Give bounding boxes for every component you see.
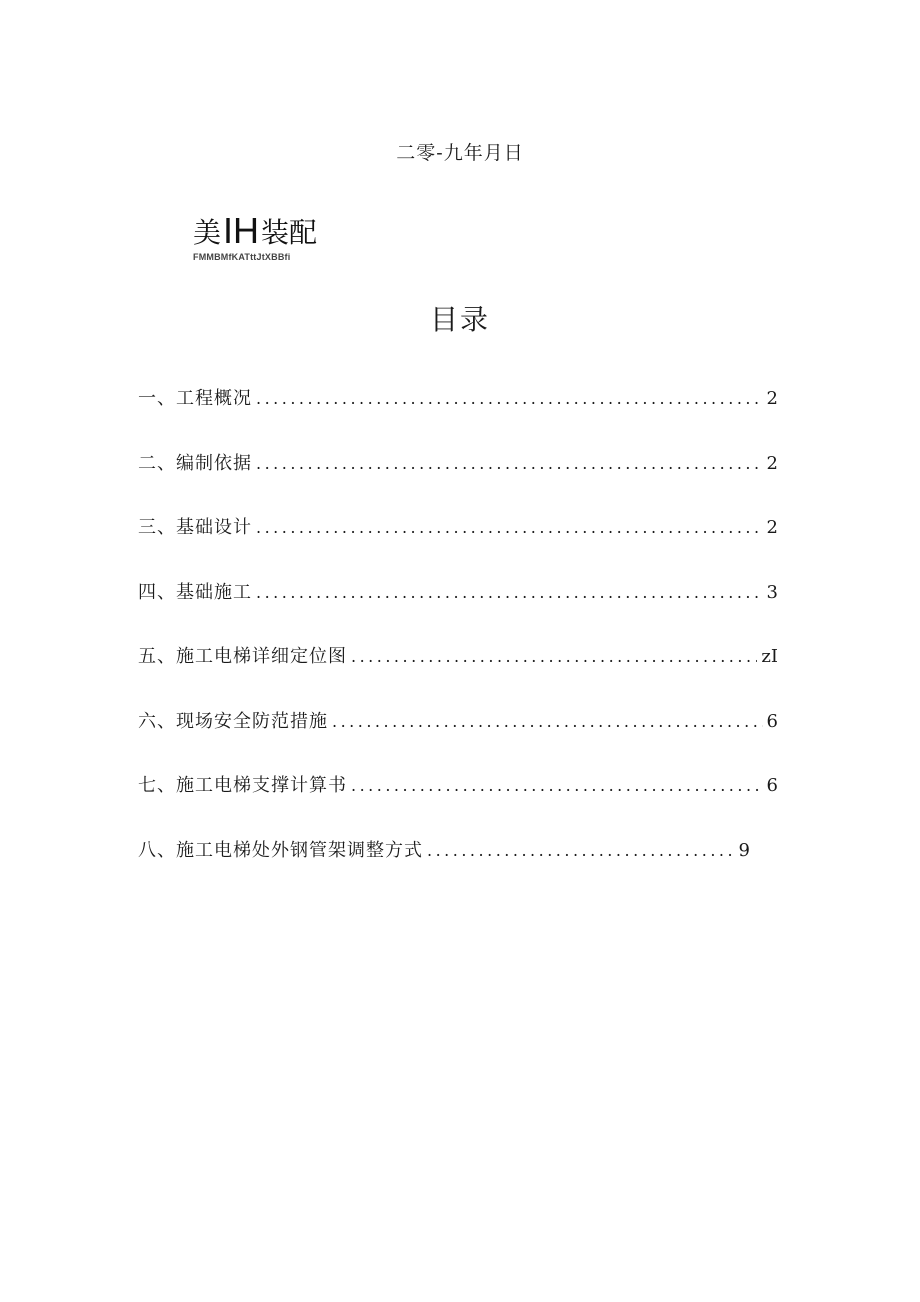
logo-text-left: 美: [193, 216, 222, 249]
logo-text-right: 装配: [261, 216, 318, 249]
company-logo: [193, 212, 433, 262]
toc-item-label: 二、编制依据: [138, 452, 252, 474]
toc-item-page: 2: [766, 517, 778, 538]
toc-item-page: 9: [738, 839, 750, 861]
toc-item[interactable]: [138, 449, 778, 514]
toc-leader-dots: [351, 647, 757, 666]
toc-item-page: 3: [766, 581, 778, 603]
toc-leader-dots: [332, 712, 763, 731]
toc-item-page: 6: [766, 775, 778, 796]
toc-leader-dots: [256, 518, 763, 537]
toc-item-label: 七、施工电梯支撑计算书: [138, 775, 347, 796]
table-of-contents: [138, 384, 778, 900]
toc-leader-dots: [256, 389, 763, 408]
toc-item-page: zI: [761, 646, 778, 667]
toc-leader-dots: [256, 583, 763, 602]
toc-item-page: 2: [766, 388, 778, 409]
toc-item-label: 六、现场安全防范措施: [138, 710, 328, 732]
toc-item-label: 四、基础施工: [138, 581, 252, 603]
toc-leader-dots: [427, 841, 735, 860]
toc-item-label: 三、基础设计: [138, 517, 252, 538]
toc-item-page: 6: [766, 710, 778, 732]
toc-item[interactable]: [138, 771, 778, 836]
toc-item[interactable]: [138, 642, 778, 707]
toc-item-label: 八、施工电梯处外钢管架调整方式: [138, 839, 423, 861]
document-date: 二零-九年月日: [396, 142, 524, 164]
toc-title: 目录: [429, 303, 490, 336]
toc-item[interactable]: [138, 836, 750, 901]
logo-subtitle: FMMBMfKATttJtXBBfi: [193, 252, 291, 262]
logo-wordmark: [193, 212, 433, 252]
toc-item-page: 2: [766, 452, 778, 474]
toc-leader-dots: [351, 776, 763, 795]
toc-item[interactable]: [138, 384, 778, 449]
toc-item[interactable]: [138, 578, 778, 643]
toc-leader-dots: [256, 454, 763, 473]
toc-item[interactable]: [138, 707, 778, 772]
logo-text-middle: IH: [223, 210, 260, 251]
toc-item[interactable]: [138, 513, 778, 578]
toc-item-label: 五、施工电梯详细定位图: [138, 646, 347, 667]
toc-item-label: 一、工程概况: [138, 388, 252, 409]
